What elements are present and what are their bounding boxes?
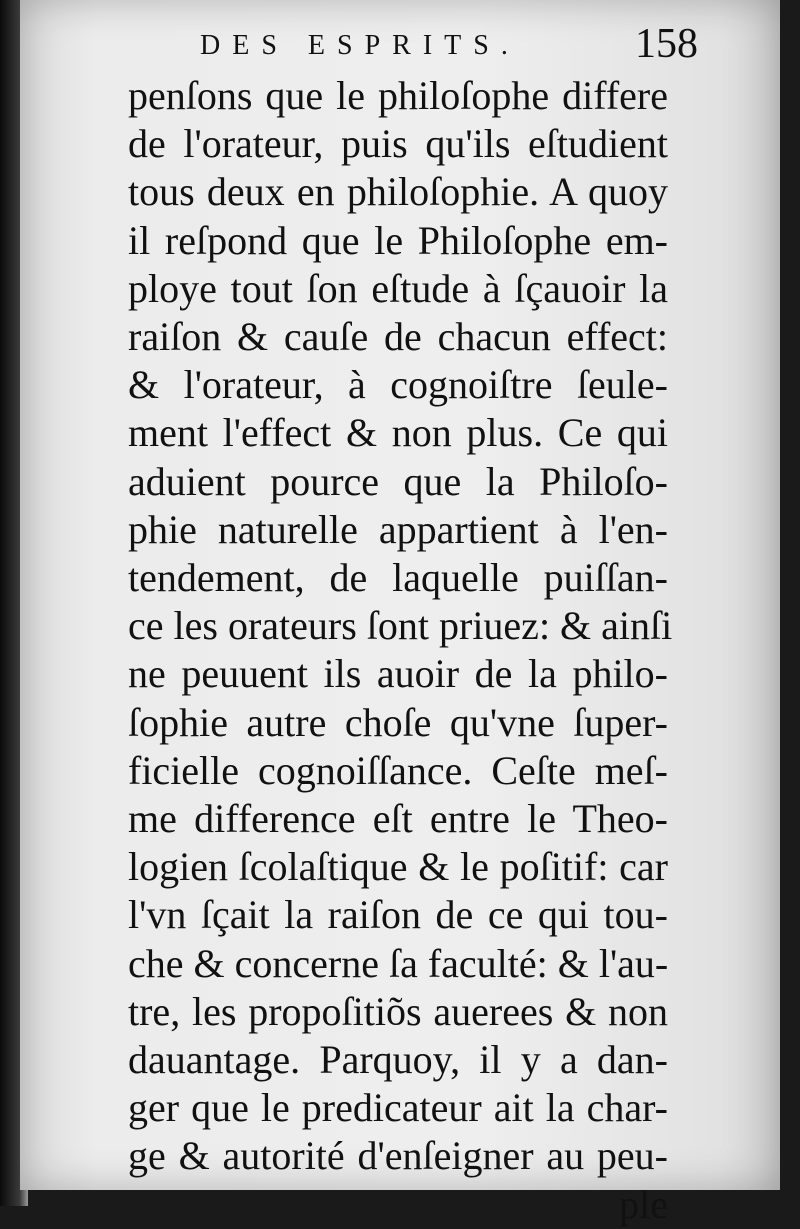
running-head: DES ESPRITS. xyxy=(200,30,520,61)
text-line: tendement, de laquelle puiſſan- xyxy=(128,555,668,601)
text-line: raiſon & cauſe de chacun effect: xyxy=(128,314,668,360)
text-line: phie naturelle appartient à l'en- xyxy=(128,506,668,552)
text-line: ge & autorité d'enſeigner au peu- xyxy=(128,1133,668,1179)
text-line: ce les orateurs ſont priuez: & ainſi xyxy=(128,603,673,649)
text-line: il reſpond que le Philoſophe em- xyxy=(128,217,668,263)
text-line: ne peuuent ils auoir de la philo- xyxy=(128,651,668,697)
text-line: ſophie autre choſe qu'vne ſuper- xyxy=(128,699,668,745)
text-line: de l'orateur, puis qu'ils eſtudient xyxy=(128,121,668,167)
text-line: tre, les propoſitiõs auerees & non xyxy=(128,988,668,1034)
text-line: dauantage. Parquoy, il y a dan- xyxy=(128,1037,668,1083)
text-line: aduient pource que la Philoſo- xyxy=(128,458,668,504)
text-line: me difference eſt entre le Theo- xyxy=(128,796,668,842)
text-line: ploye tout ſon eſtude à ſçauoir la xyxy=(128,265,668,311)
text-line: & l'orateur, à cognoiſtre ſeule- xyxy=(128,362,668,408)
catchword: ple xyxy=(619,1181,668,1227)
text-line: logien ſcolaſtique & le poſitif: car xyxy=(128,844,668,890)
text-line: ficielle cognoiſſance. Ceſte meſ- xyxy=(128,747,668,793)
page-number: 158 xyxy=(635,21,698,67)
text-line: tous deux en philoſophie. A quoy xyxy=(128,169,668,215)
text-line: ment l'effect & non plus. Ce qui xyxy=(128,410,668,456)
text-line: l'vn ſçait la raiſon de ce qui tou- xyxy=(128,892,668,938)
text-line: ger que le predicateur ait la char- xyxy=(128,1085,668,1131)
book-page xyxy=(20,0,780,1227)
text-line: penſons que le philoſophe differe xyxy=(128,73,668,118)
page-body xyxy=(128,72,673,1229)
text-line: che & concerne ſa faculté: & l'au- xyxy=(128,940,669,986)
